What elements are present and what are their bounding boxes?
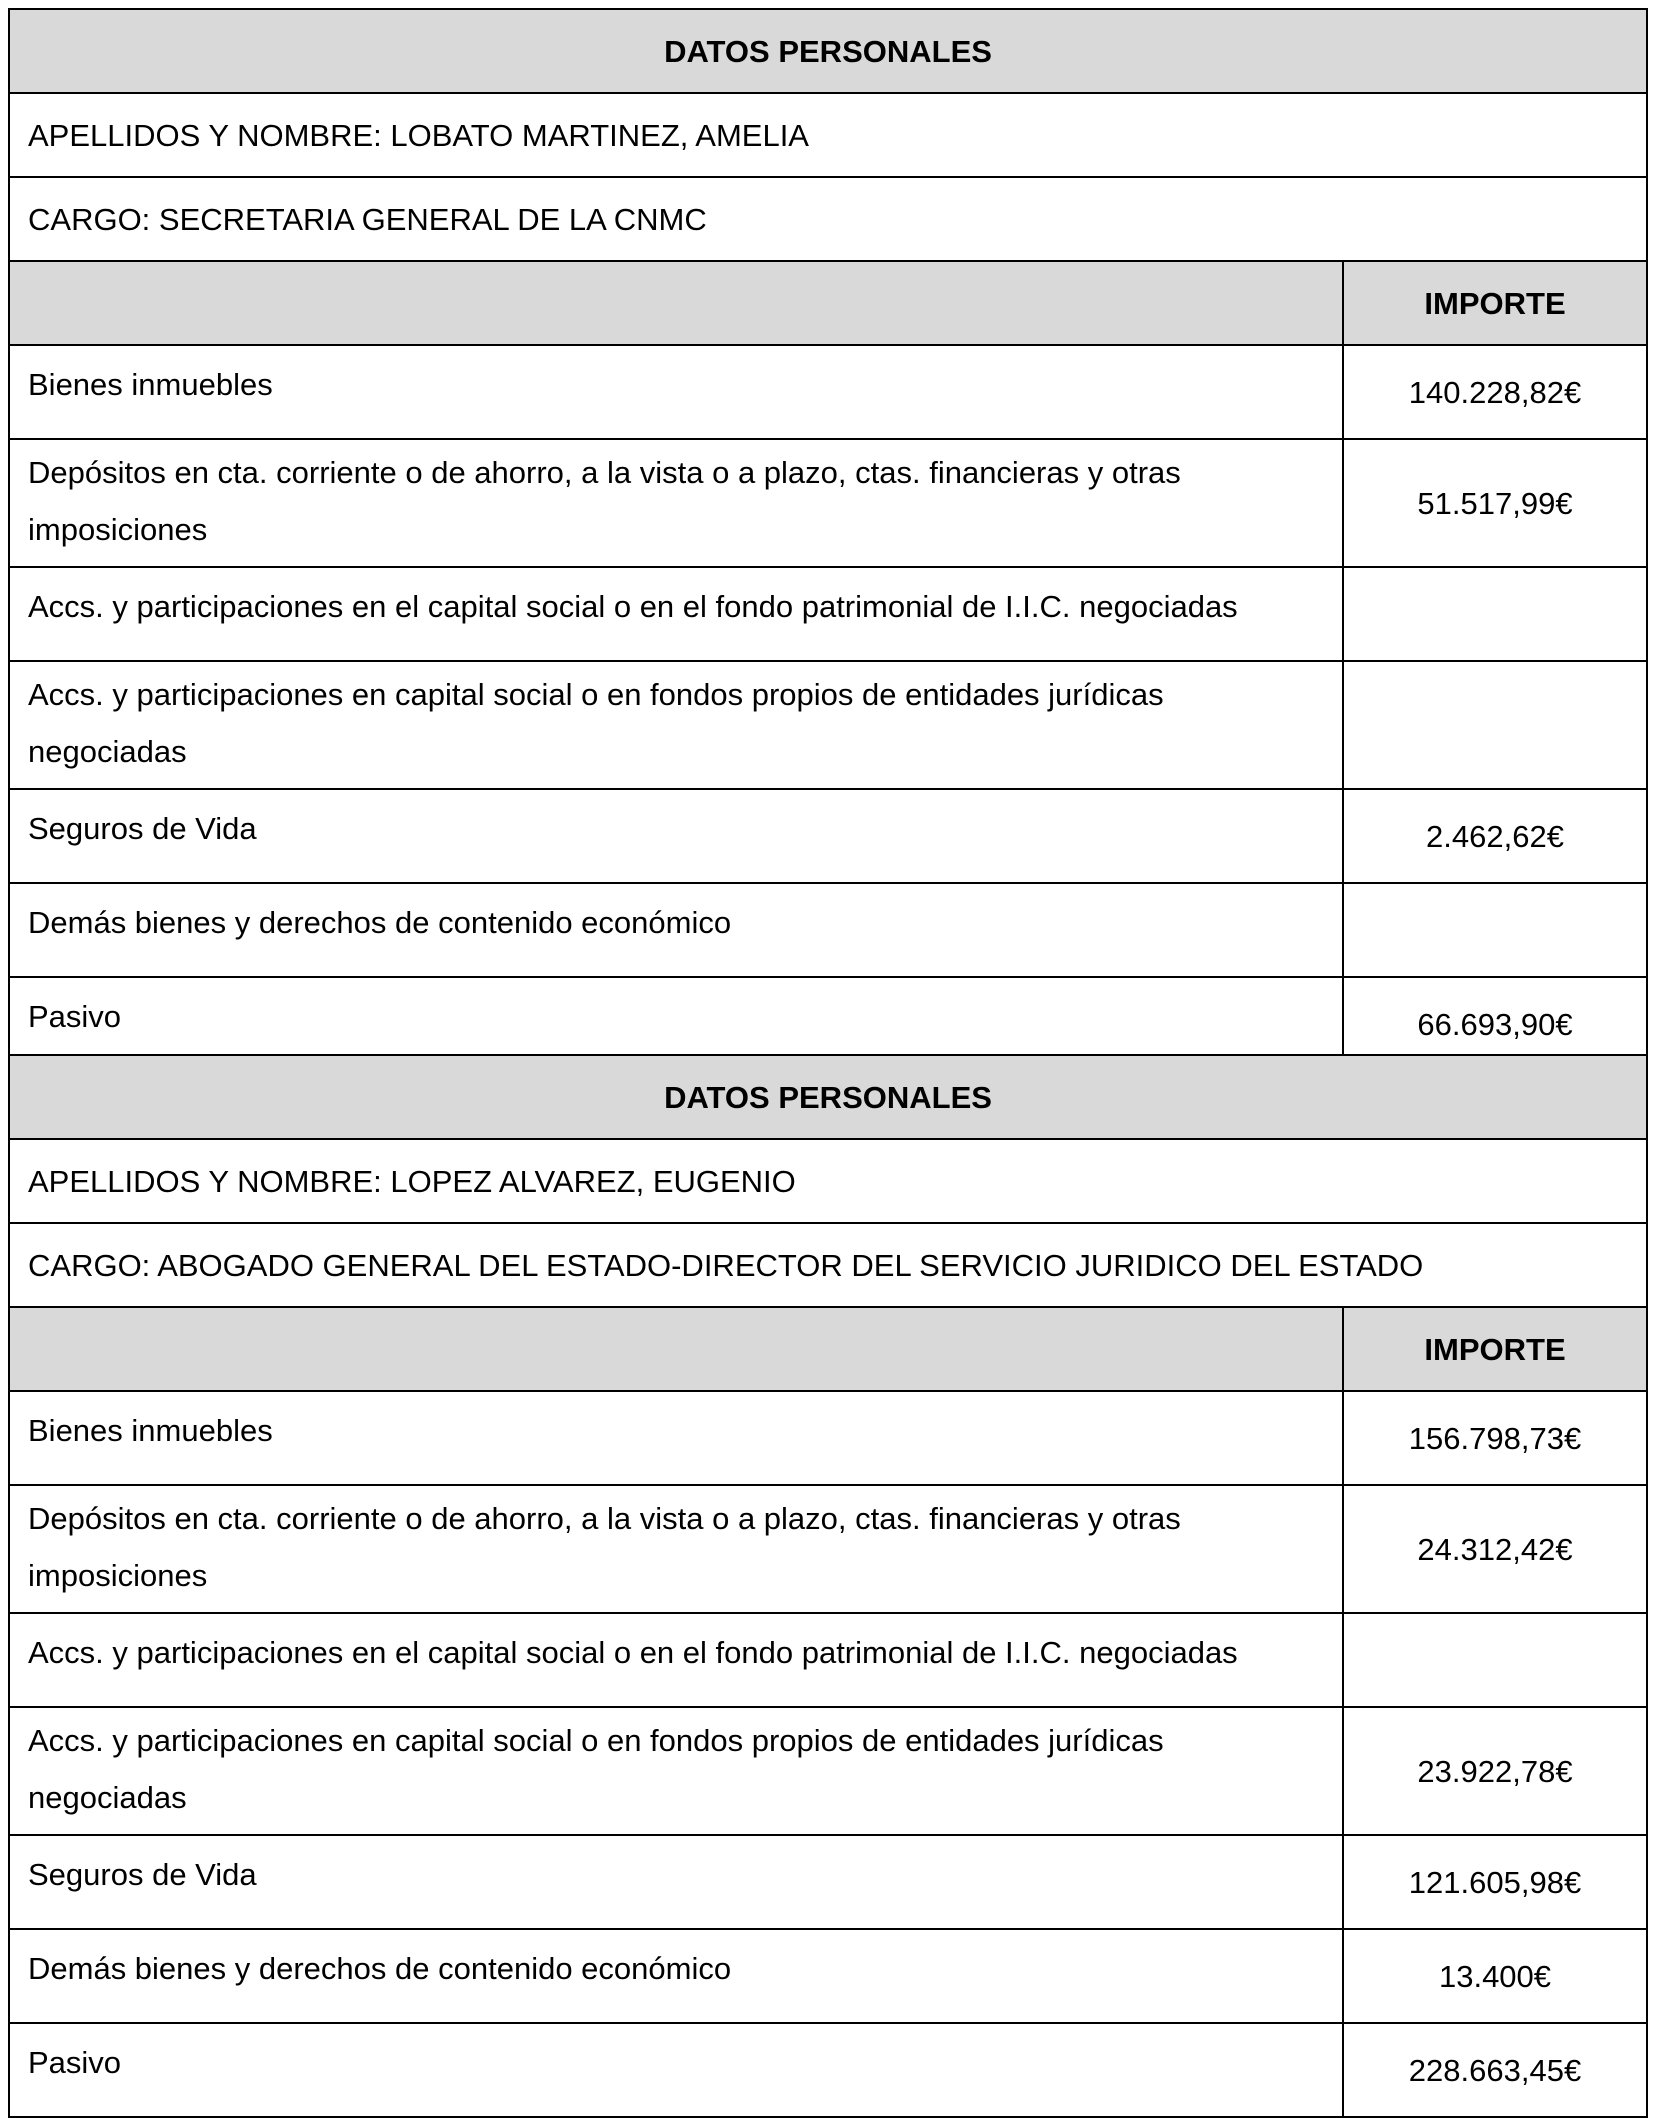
cargo-row	[9, 1223, 1647, 1307]
cargo-row	[9, 177, 1647, 261]
item-amount: 13.400€	[1343, 1929, 1647, 2023]
table-row	[9, 345, 1647, 439]
name-field: APELLIDOS Y NOMBRE: LOPEZ ALVAREZ, EUGENIO	[9, 1139, 1647, 1223]
item-label: Depósitos en cta. corriente o de ahorro, a la vista o a plazo, ctas. financieras y otras imposiciones	[9, 1485, 1343, 1613]
cargo-field: CARGO: ABOGADO GENERAL DEL ESTADO-DIRECTOR DEL SERVICIO JURIDICO DEL ESTADO	[9, 1223, 1647, 1307]
item-amount: 66.693,90€	[1343, 977, 1647, 1071]
table-row	[9, 661, 1647, 789]
name-field: APELLIDOS Y NOMBRE: LOBATO MARTINEZ, AMELIA	[9, 93, 1647, 177]
table-row	[9, 567, 1647, 661]
item-label: Bienes inmuebles	[9, 345, 1343, 439]
item-label: Depósitos en cta. corriente o de ahorro, a la vista o a plazo, ctas. financieras y otras imposiciones	[9, 439, 1343, 567]
item-label: Seguros de Vida	[9, 789, 1343, 883]
table-row	[9, 883, 1647, 977]
table-row	[9, 1613, 1647, 1707]
table-row	[9, 2023, 1647, 2117]
amount-header-row	[9, 261, 1647, 345]
item-amount	[1343, 1613, 1647, 1707]
section-header-row	[9, 9, 1647, 93]
item-label: Accs. y participaciones en capital social o en fondos propios de entidades jurídicas negociadas	[9, 661, 1343, 789]
item-amount	[1343, 567, 1647, 661]
declaration-table-1	[8, 8, 1648, 1072]
column-header-blank	[9, 1307, 1343, 1391]
item-label: Accs. y participaciones en capital social o en fondos propios de entidades jurídicas negociadas	[9, 1707, 1343, 1835]
item-label: Seguros de Vida	[9, 1835, 1343, 1929]
item-label: Pasivo	[9, 977, 1343, 1071]
cargo-field: CARGO: SECRETARIA GENERAL DE LA CNMC	[9, 177, 1647, 261]
item-amount	[1343, 661, 1647, 789]
item-label: Demás bienes y derechos de contenido económico	[9, 883, 1343, 977]
table-row	[9, 1485, 1647, 1613]
name-row	[9, 93, 1647, 177]
name-row	[9, 1139, 1647, 1223]
table-row	[9, 1929, 1647, 2023]
item-amount: 23.922,78€	[1343, 1707, 1647, 1835]
section-title: DATOS PERSONALES	[9, 9, 1647, 93]
table-row	[9, 1391, 1647, 1485]
item-label: Accs. y participaciones en el capital social o en el fondo patrimonial de I.I.C. negociadas	[9, 567, 1343, 661]
section-header-row	[9, 1055, 1647, 1139]
item-label: Bienes inmuebles	[9, 1391, 1343, 1485]
column-header-importe: IMPORTE	[1343, 261, 1647, 345]
item-label: Demás bienes y derechos de contenido económico	[9, 1929, 1343, 2023]
item-amount: 51.517,99€	[1343, 439, 1647, 567]
declaration-table-2	[8, 1054, 1648, 2118]
item-amount: 140.228,82€	[1343, 345, 1647, 439]
table-row	[9, 1707, 1647, 1835]
column-header-importe: IMPORTE	[1343, 1307, 1647, 1391]
amount-header-row	[9, 1307, 1647, 1391]
item-amount: 24.312,42€	[1343, 1485, 1647, 1613]
table-row	[9, 789, 1647, 883]
column-header-blank	[9, 261, 1343, 345]
item-label: Pasivo	[9, 2023, 1343, 2117]
table-row	[9, 439, 1647, 567]
item-amount: 228.663,45€	[1343, 2023, 1647, 2117]
table-row	[9, 1835, 1647, 1929]
item-amount: 2.462,62€	[1343, 789, 1647, 883]
item-label: Accs. y participaciones en el capital social o en el fondo patrimonial de I.I.C. negociadas	[9, 1613, 1343, 1707]
item-amount: 156.798,73€	[1343, 1391, 1647, 1485]
item-amount: 121.605,98€	[1343, 1835, 1647, 1929]
item-amount	[1343, 883, 1647, 977]
section-title: DATOS PERSONALES	[9, 1055, 1647, 1139]
